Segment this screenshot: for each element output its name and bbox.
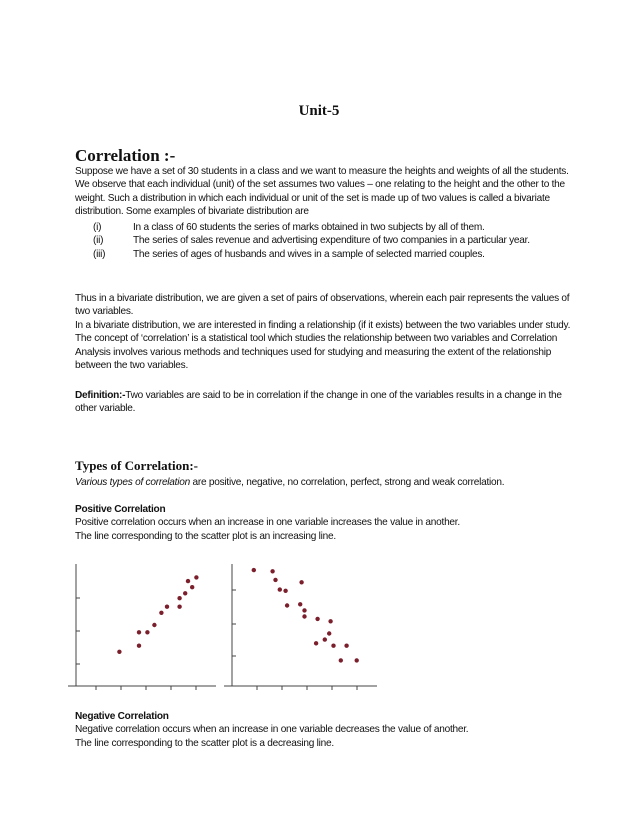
data-point	[177, 605, 181, 609]
data-point	[327, 631, 331, 635]
negative-line2: The line corresponding to the scatter plot is a decreasing line.	[75, 737, 334, 749]
intro-text: Suppose we have a set of 30 students in a class and we want to measure the heights and weights of all the students. We observe that each individual (unit) of the set assumes two values – one relating to the height and the other to the weight. Such a distribution in which each individual or unit of the set is made up of two values is called a bivariate distribution. Some examples of bivariate distribution are	[75, 166, 569, 218]
positive-scatter-plot	[62, 558, 226, 694]
data-point	[137, 644, 141, 648]
para1-text: Thus in a bivariate distribution, we are given a set of pairs of observations, wherein each pair represents the values of two variables.	[75, 293, 570, 318]
data-point	[315, 617, 319, 621]
data-point	[285, 603, 289, 607]
types-text: are positive, negative, no correlation, perfect, strong and weak correlation.	[189, 477, 505, 488]
data-point	[323, 637, 327, 641]
data-point	[299, 580, 303, 584]
negative-line1: Negative correlation occurs when an increase in one variable decreases the value of another.	[75, 724, 469, 736]
data-point	[137, 630, 141, 634]
list-item	[93, 221, 563, 234]
negative-heading: Negative Correlation	[75, 711, 169, 722]
positive-heading: Positive Correlation	[75, 504, 166, 515]
data-point	[117, 650, 121, 654]
data-point	[283, 589, 287, 593]
unit-title: Unit-5	[298, 103, 340, 119]
list-item	[93, 234, 563, 247]
list-item-text: The series of sales revenue and advertising expenditure of two companies in a particular year.	[133, 235, 530, 247]
data-point	[355, 658, 359, 662]
definition-label: Definition:-	[75, 390, 126, 401]
data-point	[159, 611, 163, 615]
examples-list	[93, 221, 563, 261]
list-item-number: (iii)	[93, 248, 106, 260]
list-item-number: (i)	[93, 222, 102, 233]
definition-text: Two variables are said to be in correlation if the change in one of the variables results in a change in the other variable.	[75, 390, 562, 415]
para2-text: In a bivariate distribution, we are interested in finding a relationship (if it exists) between the two variables under study. The concept of ‘correlation’ is a statistical tool which studies the relationship between two variables and Correlation Analysis involves various methods and techniques used for studying and measuring the extent of the relationship between the two variables.	[75, 319, 571, 372]
data-point	[339, 658, 343, 662]
data-point	[145, 630, 149, 634]
data-point	[298, 602, 302, 606]
types-heading: Types of Correlation:-	[75, 458, 198, 473]
data-point	[152, 623, 156, 627]
definition-paragraph	[75, 389, 575, 416]
data-point	[302, 608, 306, 612]
bivariate-paragraph	[75, 292, 575, 372]
types-line	[75, 476, 575, 489]
data-point	[278, 587, 282, 591]
negative-scatter-plot	[222, 558, 382, 694]
intro-paragraph	[75, 165, 575, 219]
positive-line1: Positive correlation occurs when an increase in one variable increases the value in another.	[75, 517, 460, 529]
data-point	[194, 575, 198, 579]
types-paragraph	[75, 476, 575, 489]
data-point	[314, 641, 318, 645]
data-point	[302, 614, 306, 618]
list-item-text: The series of ages of husbands and wives in a sample of selected married couples.	[133, 248, 485, 260]
data-point	[183, 591, 187, 595]
types-italic: Various types of correlation	[75, 477, 190, 488]
data-point	[328, 619, 332, 623]
data-point	[252, 568, 256, 572]
list-item	[93, 248, 563, 261]
data-point	[270, 569, 274, 573]
correlation-heading: Correlation :-	[75, 146, 176, 165]
positive-section	[75, 503, 575, 543]
list-item-text: In a class of 60 students the series of marks obtained in two subjects by all of them.	[133, 222, 485, 233]
data-point	[186, 579, 190, 583]
negative-section	[75, 710, 575, 750]
data-point	[273, 578, 277, 582]
data-point	[331, 644, 335, 648]
positive-line2: The line corresponding to the scatter plot is an increasing line.	[75, 530, 336, 542]
list-item-number: (ii)	[93, 235, 104, 247]
data-point	[190, 585, 194, 589]
data-point	[177, 596, 181, 600]
definition-line	[75, 389, 575, 416]
data-point	[344, 644, 348, 648]
data-point	[165, 605, 169, 609]
